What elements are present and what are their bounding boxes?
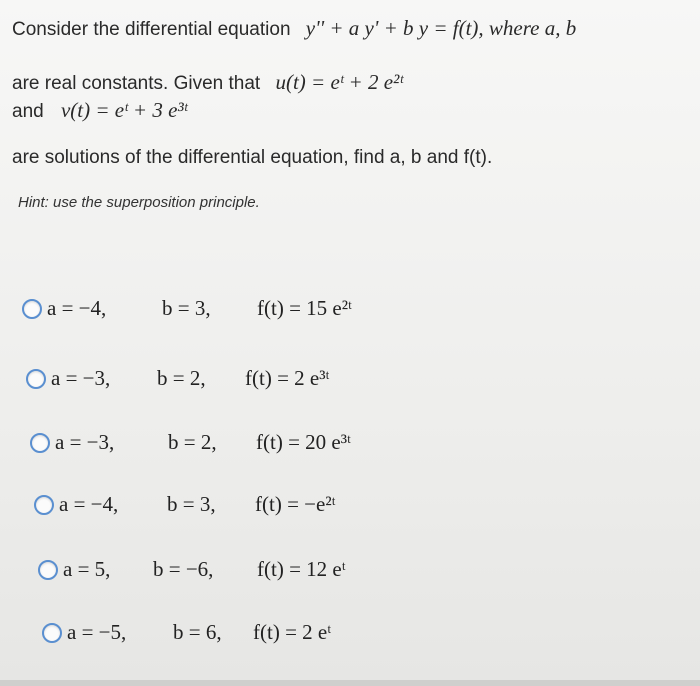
option-a-value: a = −4, [47, 296, 107, 320]
option-a-value: a = −4, [59, 492, 119, 516]
radio-button[interactable] [38, 560, 58, 580]
option-f-value: f(t) = 2 e³ᵗ [245, 366, 330, 390]
option-f-value: f(t) = 15 e²ᵗ [257, 296, 353, 320]
option-a-value: a = −3, [55, 430, 115, 454]
hint-text: Hint: use the superposition principle. [18, 194, 260, 211]
answer-option-6[interactable] [42, 620, 331, 645]
question-line-2 [12, 70, 403, 95]
question-line-1 [12, 16, 576, 41]
option-b-value: b = 6, [173, 620, 222, 644]
option-b-value: b = 3, [167, 492, 216, 516]
option-f-value: f(t) = 20 e³ᵗ [256, 430, 352, 454]
option-f-value: f(t) = 12 eᵗ [257, 557, 346, 581]
radio-button[interactable] [26, 369, 46, 389]
option-f-value: f(t) = −e²ᵗ [255, 492, 336, 516]
constants-text: are real constants. Given that [12, 73, 261, 94]
option-a-value: a = 5, [63, 557, 111, 581]
option-b-value: b = −6, [153, 557, 214, 581]
answer-option-2[interactable] [26, 366, 330, 391]
option-a-value: a = −5, [67, 620, 127, 644]
option-a-value: a = −3, [51, 366, 111, 390]
page-bottom-edge [0, 680, 700, 686]
option-f-value: f(t) = 2 eᵗ [253, 620, 332, 644]
option-b-value: b = 3, [162, 296, 211, 320]
answer-option-3[interactable] [30, 430, 351, 455]
answer-option-4[interactable] [34, 492, 336, 517]
radio-button[interactable] [34, 495, 54, 515]
radio-button[interactable] [22, 299, 42, 319]
option-b-value: b = 2, [157, 366, 206, 390]
question-line-4 [12, 147, 492, 169]
differential-equation: y'' + a y' + b y = f(t), where a, b [305, 16, 577, 40]
question-line-3 [12, 98, 187, 123]
v-solution: v(t) = eᵗ + 3 e³ᵗ [60, 98, 188, 122]
question-intro: Consider the differential equation [12, 19, 291, 40]
radio-button[interactable] [30, 433, 50, 453]
u-solution: u(t) = eᵗ + 2 e²ᵗ [275, 70, 403, 94]
answer-option-5[interactable] [38, 557, 346, 582]
radio-button[interactable] [42, 623, 62, 643]
answer-option-1[interactable] [22, 296, 352, 321]
and-text: and [12, 101, 44, 122]
option-b-value: b = 2, [168, 430, 217, 454]
find-text: are solutions of the differential equation, find a, b and f(t). [12, 147, 493, 168]
